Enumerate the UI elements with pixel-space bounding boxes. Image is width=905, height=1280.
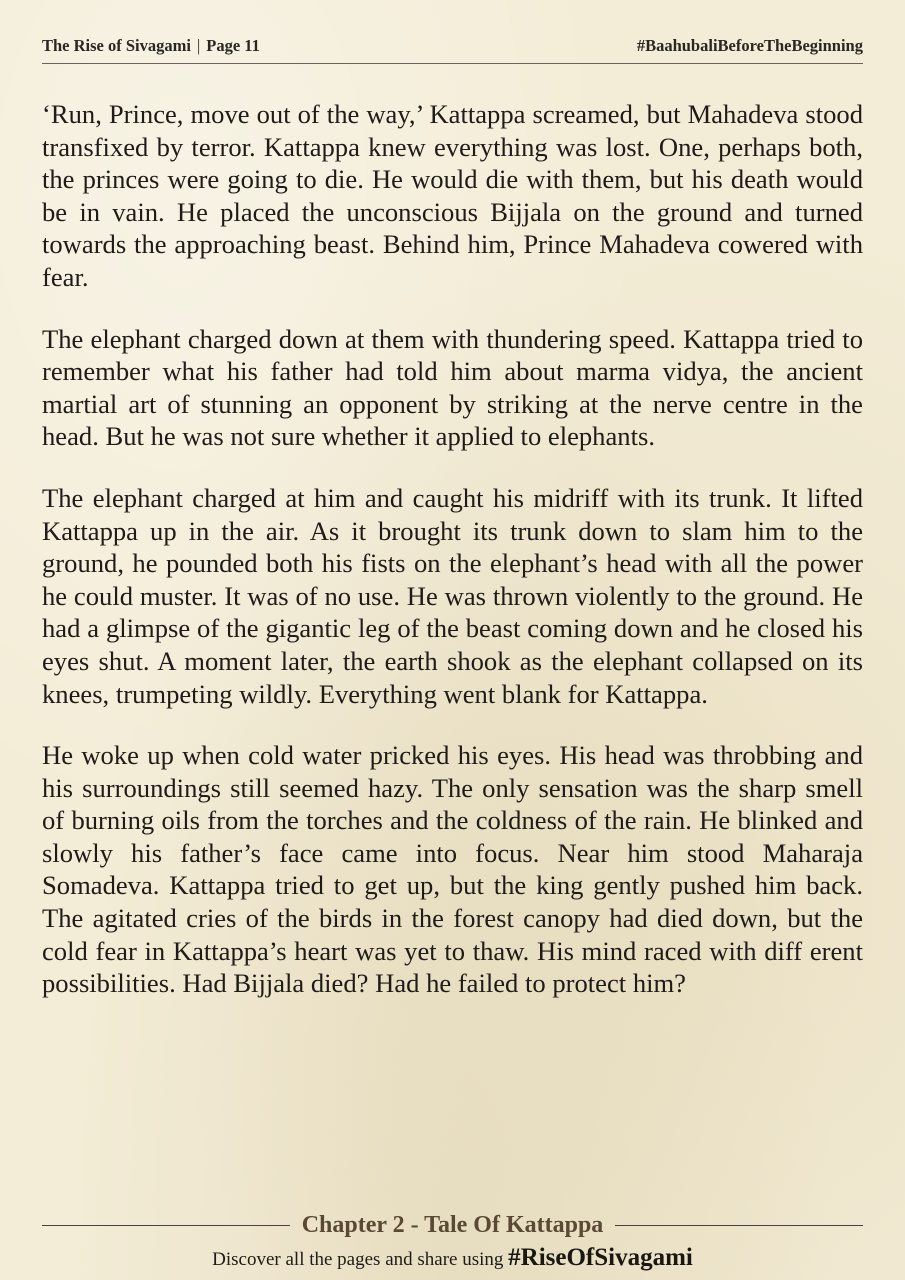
chapter-title: Chapter 2 - Tale Of Kattappa xyxy=(301,1211,604,1238)
share-hashtag: #RiseOfSivagami xyxy=(508,1244,693,1271)
footer-chapter-row xyxy=(42,1208,863,1242)
header-separator: | xyxy=(196,36,201,55)
paragraph: The elephant charged at him and caught his midriff with its trunk. It lifted Kattappa up in the air. As it brought its trunk down to slam him to the ground, he pounded both his fists on the elephant’s head with all the power he could muster. It was of no use. He was thrown violently to the ground. He had a glimpse of the gigantic leg of the beast coming down and he closed his eyes shut. A moment later, the earth shook as the elephant collapsed on its knees, trumpeting wildly. Everything went blank for Kattappa. xyxy=(42,482,863,709)
footer-divider-right xyxy=(615,1225,863,1226)
header-left xyxy=(42,36,260,56)
paragraph: ‘Run, Prince, move out of the way,’ Kattappa screamed, but Mahadeva stood transfixed by terror. Kattappa knew everything was lost. One, perhaps both, the princes were going to die. He would die with them, but his death would be in vain. He placed the unconscious Bijjala on the ground and turned towards the approaching beast. Behind him, Prince Mahadeva cowered with fear. xyxy=(42,99,863,292)
share-text: Discover all the pages and share using xyxy=(212,1249,504,1270)
header-divider xyxy=(42,63,863,64)
page-number: Page 11 xyxy=(206,36,260,55)
page-body xyxy=(42,98,863,1029)
header-hashtag: #BaahubaliBeforeTheBeginning xyxy=(636,36,863,55)
book-title: The Rise of Sivagami xyxy=(42,36,191,55)
paragraph: The elephant charged down at them with thundering speed. Kattappa tried to remember what his father had told him about marma vidya, the ancient martial art of stunning an opponent by striking at the nerve centre in the head. But he was not sure whether it applied to elephants. xyxy=(42,323,863,452)
footer-divider-left xyxy=(42,1225,290,1226)
footer-share xyxy=(0,1244,905,1272)
paragraph: He woke up when cold water pricked his eyes. His head was throbbing and his surroundings still seemed hazy. The only sensation was the sharp smell of burning oils from the torches and the coldness of the rain. He blinked and slowly his father’s face came into focus. Near him stood Maharaja Somadeva. Kattappa tried to get up, but the king gently pushed him back. The agitated cries of the birds in the forest canopy had died down, but the cold fear in Kattappa’s heart was yet to thaw. His mind raced with diff erent possibilities. Had Bijjala died? Had he failed to protect him? xyxy=(42,740,863,999)
page-header xyxy=(42,36,863,58)
